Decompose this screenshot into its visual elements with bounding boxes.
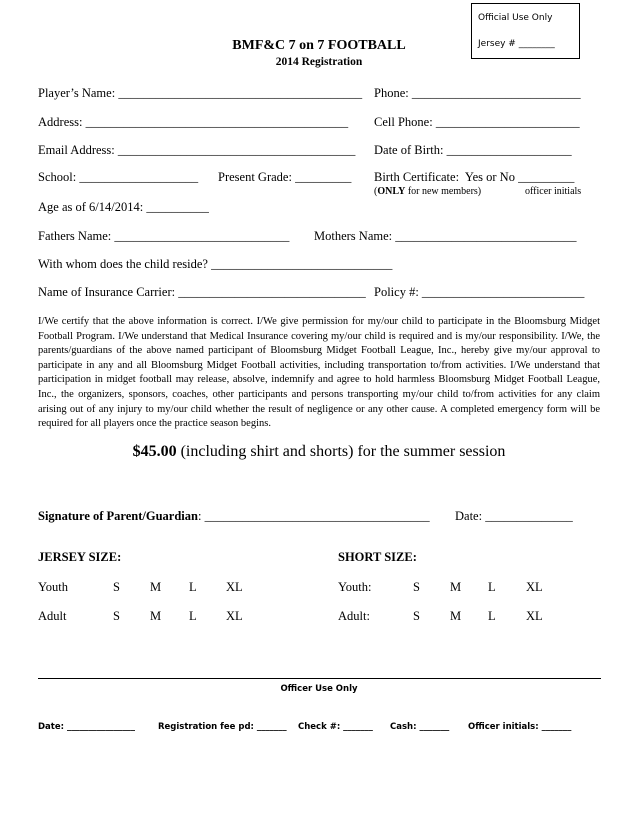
jersey-youth-size-m[interactable]: M	[150, 580, 162, 594]
player-name-label: Player’s Name:	[38, 86, 116, 100]
short-adult-label: Adult:	[338, 609, 370, 623]
age-field[interactable]	[38, 200, 209, 215]
jersey-adult-size-s[interactable]: S	[113, 609, 120, 623]
school-blank: ___________________	[79, 170, 199, 184]
fathers-name-blank: ____________________________	[114, 229, 290, 243]
check-number-field[interactable]: Check #: _______	[298, 722, 373, 732]
email-blank: ______________________________________	[117, 143, 356, 157]
officer-section-divider	[38, 678, 601, 679]
jersey-adult-size-xl[interactable]: XL	[226, 609, 243, 623]
age-blank: __________	[146, 200, 209, 214]
mothers-name-blank: _____________________________	[395, 229, 577, 243]
school-field[interactable]	[38, 170, 198, 185]
address-label: Address:	[38, 115, 83, 129]
phone-field[interactable]	[374, 86, 581, 101]
fee-line	[0, 443, 638, 461]
birth-certificate-note-rest: for new members)	[405, 186, 482, 197]
grade-field[interactable]	[218, 170, 351, 185]
fee-amount: $45.00	[132, 443, 177, 460]
fathers-name-field[interactable]	[38, 229, 289, 244]
policy-blank: __________________________	[421, 285, 585, 299]
signature-blank: ____________________________________	[204, 509, 430, 523]
officer-date-field[interactable]: Date: ________________	[38, 722, 135, 732]
signature-date-field[interactable]	[455, 509, 573, 524]
jersey-youth-size-l[interactable]: L	[189, 580, 197, 594]
certification-paragraph: I/We certify that the above information is correct. I/We give permission for my/our child to participate in the Bloomsburg Midget Football Program. I/We understand that Medical Insurance covering my/our child is required and is my/our responsibility. I/We, the parents/guardians of the above named participant of Bloomsburg Midget Football League, Inc., hereby give my/our approval to participate in any and all Bloomsburg Midget Football activities, including transportation to/from activities. I/We understand that participation in midget football may release, absolve, indemnify and agree to hold harmless Bloomsburg Midget Football League, Inc., the organizers, sponsors, coaches, other participants and persons transporting my/our child to/from activities for any claim arising out of any injury to my/our child whether the result of negligence or any other cause. A completed emergency form will be required for all players once the practice season begins.	[38, 316, 600, 430]
school-label: School:	[38, 170, 77, 184]
birth-date-blank: ____________________	[446, 143, 572, 157]
jersey-number-blank: ________	[518, 39, 555, 49]
birth-date-label: Date of Birth:	[374, 143, 444, 157]
signature-date-label: Date:	[455, 509, 483, 523]
short-adult-size-xl[interactable]: XL	[526, 609, 543, 623]
officer-initials-caption: officer initials	[525, 186, 582, 197]
policy-field[interactable]	[374, 285, 584, 300]
form-subtitle: 2014 Registration	[275, 56, 363, 68]
resides-with-field[interactable]	[38, 257, 392, 272]
signature-date-blank: ______________	[485, 509, 573, 523]
fathers-name-label: Fathers Name:	[38, 229, 112, 243]
age-label: Age as of 6/14/2014:	[38, 200, 144, 214]
phone-blank: ___________________________	[411, 86, 581, 100]
birth-date-field[interactable]	[374, 143, 572, 158]
fee-description: (including shirt and shorts) for the summer session	[176, 443, 506, 460]
cell-phone-field[interactable]	[374, 115, 580, 130]
signature-field[interactable]	[38, 509, 430, 524]
jersey-number-label: Jersey #	[478, 39, 516, 49]
grade-label: Present Grade:	[218, 170, 292, 184]
short-adult-size-l[interactable]: L	[488, 609, 496, 623]
birth-certificate-blank: _________	[518, 170, 575, 184]
short-youth-size-l[interactable]: L	[488, 580, 496, 594]
short-youth-size-m[interactable]: M	[450, 580, 462, 594]
short-youth-label: Youth:	[338, 580, 372, 594]
birth-certificate-label: Birth Certificate: Yes or No	[374, 170, 515, 184]
short-youth-size-xl[interactable]: XL	[526, 580, 543, 594]
policy-label: Policy #:	[374, 285, 419, 299]
registration-fee-field[interactable]: Registration fee pd: _______	[158, 722, 287, 732]
signature-label: Signature of Parent/Guardian	[38, 509, 198, 523]
insurance-blank: ______________________________	[178, 285, 366, 299]
form-title: BMF&C 7 on 7 FOOTBALL	[232, 38, 406, 53]
resides-with-blank: _____________________________	[211, 257, 393, 271]
address-field[interactable]	[38, 115, 348, 130]
jersey-youth-label: Youth	[38, 580, 68, 594]
insurance-field[interactable]	[38, 285, 366, 300]
jersey-youth-size-s[interactable]: S	[113, 580, 120, 594]
birth-certificate-note-only: ONLY	[377, 186, 406, 197]
player-name-field[interactable]	[38, 86, 362, 101]
birth-certificate-field[interactable]	[374, 170, 574, 185]
short-youth-size-s[interactable]: S	[413, 580, 420, 594]
address-blank: __________________________________________	[85, 115, 349, 129]
mothers-name-field[interactable]	[314, 229, 576, 244]
jersey-adult-size-l[interactable]: L	[189, 609, 197, 623]
grade-blank: _________	[295, 170, 352, 184]
short-size-heading: SHORT SIZE:	[338, 550, 417, 564]
phone-label: Phone:	[374, 86, 409, 100]
jersey-youth-size-xl[interactable]: XL	[226, 580, 243, 594]
mothers-name-label: Mothers Name:	[314, 229, 393, 243]
cash-field[interactable]: Cash: _______	[390, 722, 450, 732]
resides-with-label: With whom does the child reside?	[38, 257, 208, 271]
official-use-title: Official Use Only	[478, 13, 553, 23]
cell-phone-label: Cell Phone:	[374, 115, 433, 129]
birth-certificate-note: (ONLY for new members)	[374, 186, 482, 197]
cell-phone-blank: _______________________	[435, 115, 580, 129]
jersey-adult-label: Adult	[38, 609, 67, 623]
email-label: Email Address:	[38, 143, 115, 157]
officer-initials-field[interactable]: Officer initials: _______	[468, 722, 572, 732]
jersey-adult-size-m[interactable]: M	[150, 609, 162, 623]
officer-section-title: Officer Use Only	[280, 684, 358, 694]
email-field[interactable]	[38, 143, 355, 158]
insurance-label: Name of Insurance Carrier:	[38, 285, 176, 299]
signature-colon: :	[197, 509, 202, 523]
short-adult-size-m[interactable]: M	[450, 609, 462, 623]
short-adult-size-s[interactable]: S	[413, 609, 420, 623]
jersey-size-heading: JERSEY SIZE:	[38, 550, 122, 564]
player-name-blank: _______________________________________	[118, 86, 363, 100]
